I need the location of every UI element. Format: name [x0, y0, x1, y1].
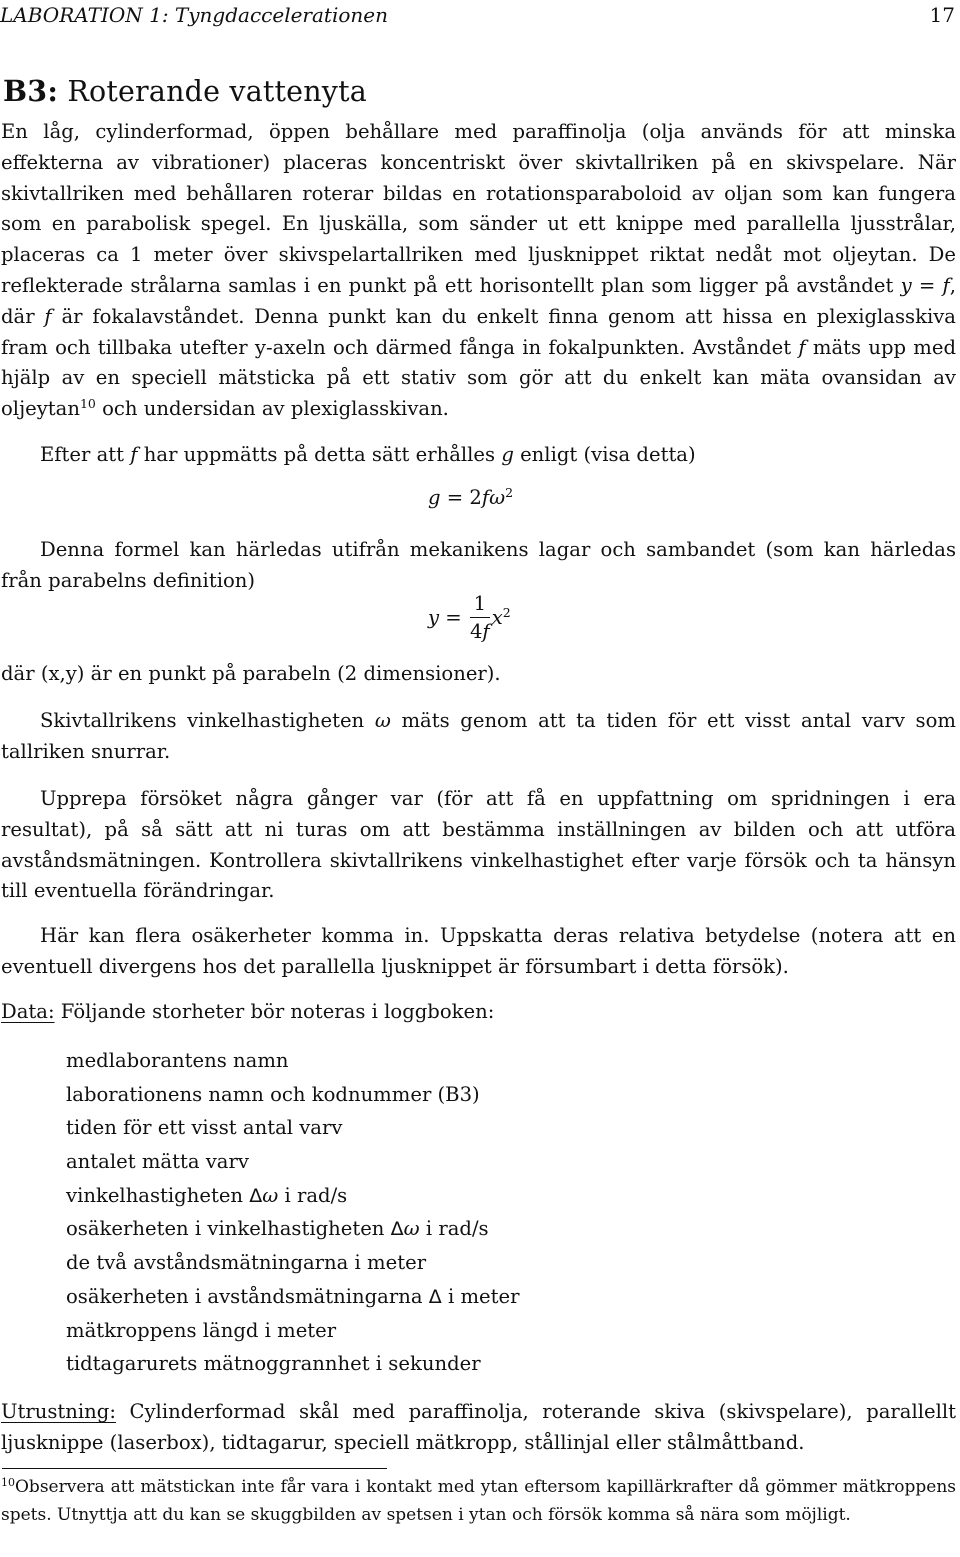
eq-y-exponent: 2	[502, 605, 511, 620]
item-text-a: laborationens namn och kodnummer (B3)	[66, 1082, 480, 1106]
item-text-a: tiden för ett visst antal varv	[66, 1116, 343, 1140]
footnote-ref: 10	[79, 396, 96, 412]
var-f-3: f	[798, 335, 806, 359]
item-text	[66, 1280, 519, 1315]
fraction-numerator: 1	[470, 591, 490, 618]
item-text	[66, 1246, 426, 1280]
footnote-text: Observera att mätstickan inte får vara i kontakt med ytan eftersom kapillärkrafter då gömmer mätkroppens spets. Utnyttja att du kan se skuggbilden av spetsen i ytan och försök komma så nära som möjligt.	[1, 1477, 956, 1525]
fraction	[470, 591, 490, 646]
equipment-label: Utrustning:	[1, 1400, 116, 1423]
section-heading	[3, 74, 367, 108]
header-title: LABORATION 1: Tyngdaccelerationen	[0, 3, 388, 27]
paragraph-repeat: Upprepa försöket några gånger var (för att få en uppfattning om spridningen i era resultat), på så sätt att ni turas om att bestämma inställningen av bilden och att utföra avståndsmätningen. Kontrollera skivtallrikens vinkelhastighet efter varje försök och ta hänsyn till eventuella förändringar.	[1, 787, 956, 903]
item-text	[66, 1044, 289, 1078]
footnote-divider	[2, 1468, 387, 1469]
intro-text-4: mäts upp med hjälp av en speciell mätsticka på ett stativ som gör att du enkelt kan mäta ovansidan av oljeytan	[1, 335, 956, 421]
page-number: 17	[929, 3, 955, 27]
var-f-2: f	[44, 304, 52, 328]
var-y: y	[900, 273, 912, 297]
omega-text-2: mäts genom att ta tiden för ett visst antal varv som tallriken snurrar.	[1, 709, 956, 763]
g-intro-text-1: Efter att	[40, 443, 131, 466]
item-text-a: medlaborantens namn	[66, 1049, 289, 1072]
item-text-a: de två avståndsmätningarna i meter	[66, 1251, 427, 1275]
equation-parabola	[428, 591, 511, 646]
equation-g	[428, 486, 513, 509]
omega-text-1: Skivtallrikens vinkelhastigheten	[40, 709, 375, 732]
item-text-a: antalet mätta varv	[66, 1150, 249, 1174]
equipment-paragraph	[1, 1397, 956, 1459]
intro-text-3: är fokalavståndet. Denna punkt kan du enkelt finna genom att hissa en plexiglasskiva fram och tillbaka utefter y-axeln och därmed fånga in fokalpunkten. Avståndet	[1, 304, 956, 359]
item-text-a: vinkelhastigheten	[66, 1183, 250, 1207]
eq-y-x: x	[491, 606, 503, 629]
item-text-b: i rad/s	[278, 1183, 348, 1207]
footnote-mark: 10	[1, 1476, 15, 1489]
omega-symbol: ω	[262, 1183, 279, 1207]
footnote	[1, 1474, 956, 1529]
item-text	[66, 1145, 249, 1179]
paragraph-formula: Denna formel kan härledas utifrån mekanikens lagar och sambandet (som kan härledas från parabelns definition)	[1, 538, 956, 592]
item-text	[66, 1111, 342, 1145]
section-title: Roterande vattenyta	[67, 75, 367, 108]
item-text	[66, 1212, 489, 1247]
eq-g-omega: ω	[489, 486, 506, 509]
g-intro-text-3: enligt (visa detta)	[513, 443, 696, 466]
item-text-a: mätkroppens längd i meter	[66, 1318, 337, 1342]
item-text	[66, 1078, 480, 1112]
delta-symbol: Δ	[249, 1184, 263, 1207]
var-omega: ω	[374, 709, 391, 732]
running-header	[0, 3, 955, 27]
fraction-denominator	[470, 618, 490, 646]
paragraph-omega	[1, 706, 956, 768]
paragraph-g-intro	[1, 440, 956, 471]
intro-text-1: En låg, cylinderformad, öppen behållare med paraffinolja (olja används för att minska effekterna av vibrationer) placeras koncentriskt över skivtallriken på en skivspelare. När skivtallriken med behållaren roterar bildas en rotationsparaboloid av oljan som kan fungera som en parabolisk spegel. En ljuskälla, som sänder ut ett knippe med parallella ljusstrålar, placeras ca 1 meter över skivspelartallriken med ljusknippet riktat nedåt mot oljeytan. De reflekterade strålarna samlas i en punkt på ett horisontellt plan som ligger på avståndet	[1, 120, 956, 297]
var-f-4: f	[130, 443, 138, 466]
section-number: B3:	[3, 74, 59, 108]
data-label: Data:	[1, 1000, 55, 1023]
paragraph-point: där (x,y) är en punkt på parabeln (2 dimensioner).	[1, 662, 501, 685]
eq-g-exponent: 2	[505, 485, 514, 500]
omega-symbol: ω	[403, 1217, 420, 1241]
item-text-a: tidtagarurets mätnoggrannhet i sekunder	[66, 1352, 481, 1376]
eq-y-equals: =	[439, 606, 468, 629]
var-g: g	[501, 443, 514, 466]
eq-g-equals: = 2	[440, 486, 482, 509]
equipment-text: Cylinderformad skål med paraffinolja, roterande skiva (skivspelare), parallellt ljusknippe (laserbox), tidtagarur, speciell mätkropp, stållinjal eller stålmåttband.	[1, 1400, 956, 1454]
var-f: f	[942, 273, 950, 297]
item-text-b: i rad/s	[419, 1217, 489, 1241]
den-f: f	[482, 620, 490, 643]
item-text	[66, 1179, 347, 1214]
item-text-a: osäkerheten i avståndsmätningarna	[66, 1284, 429, 1308]
paragraph-uncertainty: Här kan flera osäkerheter komma in. Uppskatta deras relativa betydelse (notera att en eventuell divergens hos det parallella ljusknippet är försumbart i detta försök).	[1, 924, 956, 978]
item-text	[66, 1347, 481, 1381]
g-intro-text-2: har uppmätts på detta sätt erhålles	[137, 443, 502, 466]
data-text: Följande storheter bör noteras i loggboken:	[54, 1000, 495, 1023]
data-heading	[1, 997, 956, 1028]
item-text-b: i meter	[441, 1284, 520, 1308]
delta-symbol: Δ	[390, 1218, 404, 1241]
item-text-a: osäkerheten i vinkelhastigheten	[66, 1217, 391, 1241]
intro-text-5: och undersidan av plexiglasskivan.	[95, 397, 449, 421]
paragraph-intro	[1, 117, 956, 425]
item-text	[66, 1314, 336, 1348]
intro-text-2: , där	[1, 273, 957, 328]
den-4: 4	[469, 620, 483, 643]
eq-g-lhs: g	[428, 486, 441, 509]
eq-g-f: f	[481, 486, 490, 509]
intro-equals: =	[911, 273, 943, 297]
eq-y-lhs: y	[428, 606, 440, 629]
delta-symbol: Δ	[428, 1285, 442, 1308]
